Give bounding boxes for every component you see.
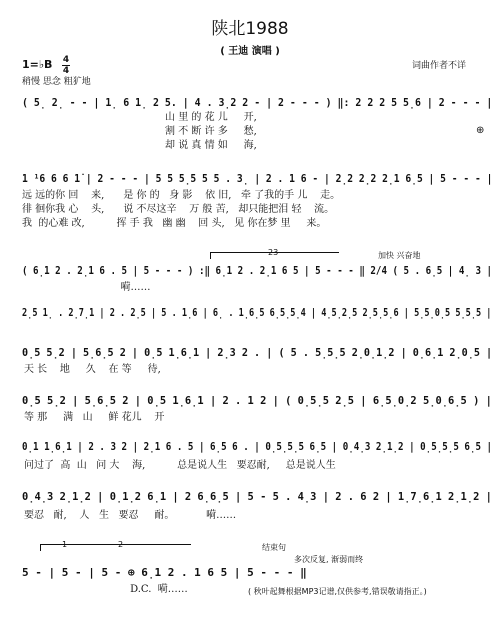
lyric-row-3: 嗬…… — [22, 282, 151, 293]
song-title: 陕北1988 — [211, 19, 289, 39]
transcription-note: ( 秋叶起舞根据MP3记谱,仅供参考,错误敬请指正。) — [248, 587, 427, 596]
lyric-row-2-verse-1: 远 远的你 回 来, 是 你 的 身 影 依 旧, 牵 了我的手 儿 走。 — [22, 190, 341, 201]
time-signature-top: 4 — [62, 55, 70, 65]
music-row-4: 2̣5 1̣ . 2̣7̣1 | 2 . 2̣5 | 5 . 1̣6 | 6̣ . 1̣6̣5 6̣5̣5̣4 | 4̣5̣2̣5 2̣5̣5̣6 | 5̣5̣0̣5 5̣5̣5 | — [22, 306, 492, 319]
tempo-marking: 稍慢 思念 粗犷地 — [22, 77, 91, 87]
coda-section-label: 结束句 — [262, 543, 286, 552]
music-row-6: 0̣5 5̣2 | 5̣6̣5 2 | 0̣5 1̣6̣1 | 2 . 1 2 | ( 0̣5̣5 2̣5 | 6̣5̣0̣2 5̣0̣6̣5 ) | — [22, 394, 492, 407]
tempo-change-label: 加快 兴奋地 — [378, 251, 421, 260]
music-row-2: 1 ¹6 6 6 1̇ | 2 - - - | 5 5 5̣5 5 5 . 3̣ | 2 . 1 6 - | 2̣2 2̣2 2̣1 6̣5 | 5 - - - | — [22, 172, 493, 185]
lyric-row-2-verse-2: 徘 徊你我 心 头, 说 不尽这辛 万 般 苦, 却只能把泪 轻 流。 — [22, 204, 335, 215]
repeat-count-label: 23 — [268, 248, 279, 257]
time-signature-bottom: 4 — [62, 66, 70, 76]
lyric-row-8: 要忍 耐, 人 生 要忍 耐。 嗬…… — [24, 510, 237, 521]
ending-instruction: 多次反复, 渐弱而终 — [294, 555, 364, 564]
lyric-row-6: 等 那 满 山 鲜 花儿 开 — [24, 412, 165, 423]
key-signature: 1=♭B — [22, 58, 53, 71]
music-row-8: 0̣4̣3 2̣1̣2 | 0̣1̣2 6̣1 | 2 6̣6̣5 | 5 - 5 . 4̣3 | 2 . 6 2 | 1̣7̣6̣1 2̣1̣2 | — [22, 490, 492, 503]
lyric-row-5: 天 长 地 久 在 等 待, — [24, 364, 161, 375]
lyric-row-9: D.C. 嗬…… — [22, 584, 188, 595]
music-row-1: ( 5̣ 2̣ - - | 1̣ 6 1̣ 2 5. | 4 . 3̣2 2 - | 2 - - - ) ‖: 2 2 2 5 5̣6 | 2 - - - | — [22, 96, 493, 109]
volta-1-label: 1 — [62, 540, 68, 549]
music-row-5: 0̣5 5̣2 | 5̣6̣5 2 | 0̣5 1̣6̣1 | 2̣3 2 . | ( 5 . 5̣5̣5 2̣0̣1̣2 | 0̣6̣1 2̣0̣5 | — [22, 346, 493, 359]
music-row-3: ( 6̣1 2 . 2̣1 6 . 5 | 5 - - - ) :‖ 6̣1 2 . 2̣1 6 5 | 5 - - - ‖ 2/4 ( 5 . 6̣5 | 4̣ 3 | — [22, 264, 493, 277]
song-subtitle: ( 王迪 演唱 ) — [220, 46, 280, 57]
lyric-row-1-verse-3: 却 说 真 情 如 海, — [22, 140, 257, 151]
lyric-row-7: 问过了 高 山 问 大 海, 总是说人生 要忍耐, 总是说人生 — [24, 460, 336, 471]
volta-2-label: 2 — [118, 540, 124, 549]
music-row-7: 0̣1 1̣6̣1 | 2 . 3 2 | 2̣1 6 . 5 | 6̣5 6 . | 0̣5̣5̣5 6̣5 | 0̣4̣3 2̣1̣2 | 0̣5̣5̣5 6̣5 | — [22, 440, 493, 453]
time-signature — [62, 56, 70, 75]
lyric-row-2-verse-3: 我 的心难 改, 挥 手 我 幽 幽 回 头, 见 你在梦 里 来。 — [22, 218, 327, 229]
lyric-row-1-verse-2: 割 不 断 许 多 愁, — [22, 126, 257, 137]
coda-icon: ⊕ — [476, 125, 485, 136]
music-row-9: 5 - | 5 - | 5 - ⊕ 6̣1 2 . 1 6 5 | 5 - - - ‖ — [22, 566, 307, 579]
lyric-row-1-verse-1: 山 里 的 花 儿 开, — [22, 112, 257, 123]
credit-text: 词曲作者不详 — [411, 61, 466, 71]
